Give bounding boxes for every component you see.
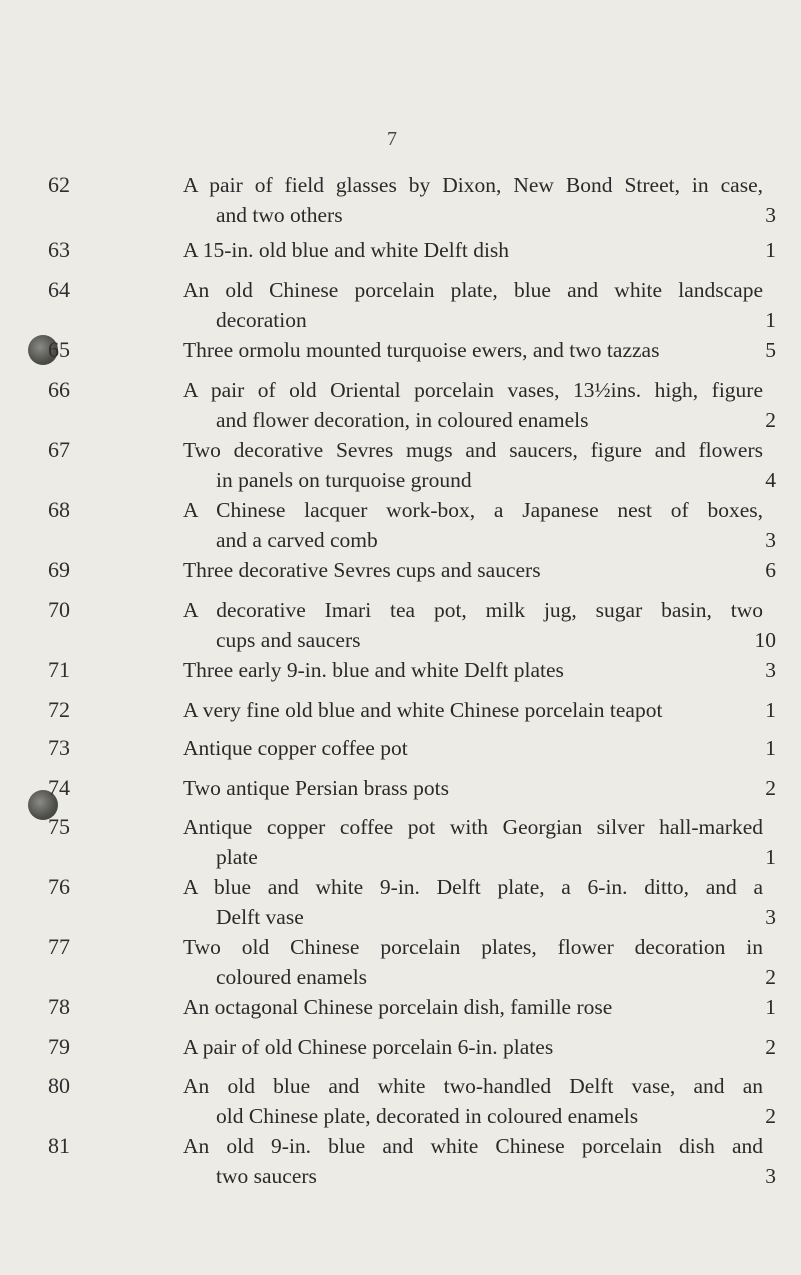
lot-quantity: 2	[765, 1035, 776, 1059]
lot-quantity: 10	[754, 628, 776, 652]
lot-description-line: A decorative Imari tea pot, milk jug, sugar basin, two	[183, 598, 763, 622]
lot-quantity: 6	[765, 558, 776, 582]
lot-description-line: and a carved comb	[216, 528, 378, 552]
lot-quantity: 3	[765, 905, 776, 929]
lot-description-line: An old 9-in. blue and white Chinese porcelain dish and	[183, 1134, 763, 1158]
lot-quantity: 5	[765, 338, 776, 362]
lot-quantity: 1	[765, 698, 776, 722]
lot-number: 75	[48, 814, 70, 839]
lot-quantity: 1	[765, 845, 776, 869]
lot-quantity: 3	[765, 658, 776, 682]
lot-quantity: 3	[765, 1164, 776, 1188]
lot-description-line: A blue and white 9-in. Delft plate, a 6-in. ditto, and a	[183, 875, 763, 899]
lot-number: 64	[48, 277, 70, 302]
lot-description-line: Delft vase	[216, 905, 304, 929]
lot-description-line: An old Chinese porcelain plate, blue and white landscape	[183, 278, 763, 302]
page-number: 7	[387, 128, 397, 150]
lot-number: 65	[48, 337, 70, 362]
lot-description-line: and flower decoration, in coloured enamels	[216, 408, 589, 432]
lot-description-line: coloured enamels	[216, 965, 368, 989]
lot-description-line: A Chinese lacquer work-box, a Japanese nest of boxes,	[183, 498, 763, 522]
lot-description-line: cups and saucers	[216, 628, 361, 652]
lot-description-line: A pair of field glasses by Dixon, New Bond Street, in case,	[183, 173, 763, 197]
lot-description-line: Antique copper coffee pot	[183, 736, 408, 760]
lot-number: 66	[48, 377, 70, 402]
lot-description-line: A very fine old blue and white Chinese porcelain teapot	[183, 698, 663, 722]
lot-description-line: Two antique Persian brass pots	[183, 776, 450, 800]
lot-quantity: 2	[765, 776, 776, 800]
lot-description-line: in panels on turquoise ground	[216, 468, 472, 492]
lot-description-line: Three decorative Sevres cups and saucers	[183, 558, 541, 582]
lot-description-line: A pair of old Oriental porcelain vases, 13½ins. high, figure	[183, 378, 763, 402]
lot-quantity: 1	[765, 736, 776, 760]
lot-number: 67	[48, 437, 70, 462]
lot-number: 71	[48, 657, 70, 682]
lot-description-line: Antique copper coffee pot with Georgian silver hall-marked	[183, 815, 763, 839]
lot-number: 81	[48, 1133, 70, 1158]
lot-description-line: and two others	[216, 203, 343, 227]
lot-number: 68	[48, 497, 70, 522]
lot-quantity: 1	[765, 308, 776, 332]
lot-description-line: An old blue and white two-handled Delft vase, and an	[183, 1074, 763, 1098]
lot-number: 79	[48, 1034, 70, 1059]
lot-description-line: Two decorative Sevres mugs and saucers, figure and flowers	[183, 438, 763, 462]
lot-description-line: Three early 9-in. blue and white Delft plates	[183, 658, 564, 682]
lot-description-line: plate	[216, 845, 258, 869]
lot-number: 62	[48, 172, 70, 197]
lot-quantity: 2	[765, 965, 776, 989]
lot-description-line: Three ormolu mounted turquoise ewers, and two tazzas	[183, 338, 660, 362]
lot-quantity: 1	[765, 238, 776, 262]
lot-description-line: A pair of old Chinese porcelain 6-in. plates	[183, 1035, 554, 1059]
lot-description-line: decoration	[216, 308, 307, 332]
lot-number: 74	[48, 775, 70, 800]
lot-number: 72	[48, 697, 70, 722]
lot-quantity: 3	[765, 203, 776, 227]
lot-description-line: A 15-in. old blue and white Delft dish	[183, 238, 510, 262]
lot-number: 70	[48, 597, 70, 622]
lot-quantity: 2	[765, 1104, 776, 1128]
lot-number: 77	[48, 934, 70, 959]
lot-number: 69	[48, 557, 70, 582]
lot-quantity: 2	[765, 408, 776, 432]
lot-quantity: 3	[765, 528, 776, 552]
lot-description-line: An octagonal Chinese porcelain dish, famille rose	[183, 995, 613, 1019]
lot-number: 78	[48, 994, 70, 1019]
lot-description-line: Two old Chinese porcelain plates, flower decoration in	[183, 935, 763, 959]
lot-number: 76	[48, 874, 70, 899]
lot-number: 80	[48, 1073, 70, 1098]
lot-quantity: 1	[765, 995, 776, 1019]
lot-number: 73	[48, 735, 70, 760]
lot-description-line: old Chinese plate, decorated in coloured enamels	[216, 1104, 639, 1128]
lot-quantity: 4	[765, 468, 776, 492]
lot-number: 63	[48, 237, 70, 262]
lot-description-line: two saucers	[216, 1164, 317, 1188]
